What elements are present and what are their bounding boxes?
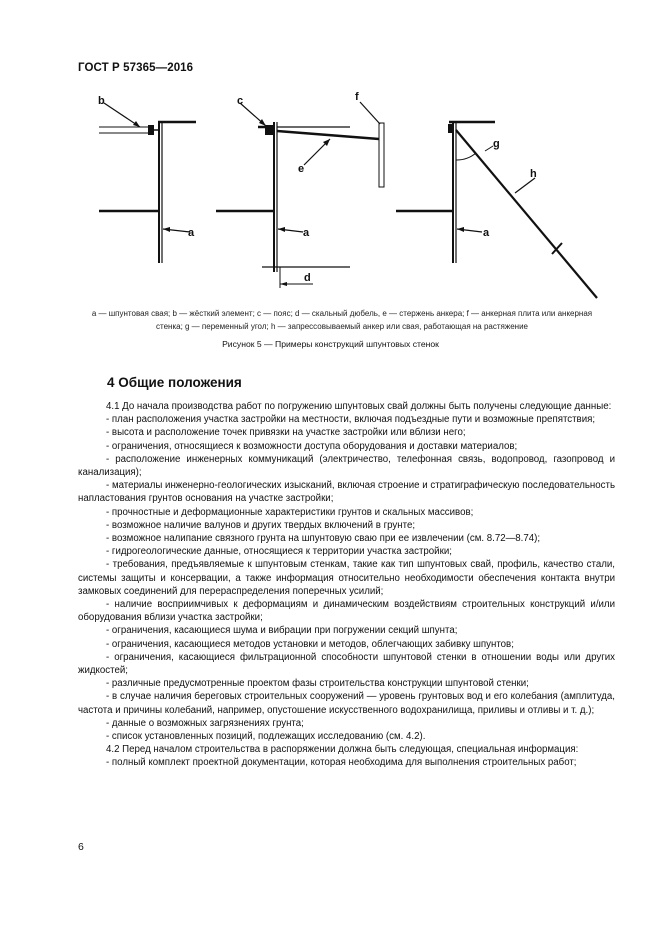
list-item: - данные о возможных загрязнениях грунта; [106, 717, 304, 729]
page-number: 6 [78, 841, 84, 853]
list-item: - материалы инженерно-геологических изысканий, включая строение и стратиграфическую последовательность напластования грунтов основания на участке застройки; [78, 480, 615, 505]
list-item: - возможное налипание связного грунта на шпунтовую сваю при ее извлечении (см. 8.72—8.74); [106, 533, 541, 545]
label-c: c [237, 95, 244, 107]
section-title: 4 Общие положения [107, 375, 242, 390]
list-item: - ограничения, относящиеся к возможности доступа оборудования и доставки материалов; [106, 440, 518, 452]
list-item: - ограничения, касающиеся шума и вибрации при погружении секций шпунта; [106, 625, 458, 637]
label-h: h [530, 168, 537, 180]
list-item: - возможное наличие валунов и других твердых включений в грунте; [106, 519, 416, 531]
label-a-3: a [483, 227, 490, 239]
paragraph: 4.2 Перед началом строительства в распоряжении должна быть следующая, специальная информация: [106, 744, 579, 756]
diagram-1 [99, 103, 196, 263]
list-item: - наличие восприимчивых к деформациям и динамическим воздействиям строительных конструкций и/или оборудования вблизи участка застройки; [78, 599, 615, 624]
list-item: - расположение инженерных коммуникаций (электричество, телефонная связь, водопровод, газопровод и канализация); [78, 453, 615, 479]
label-f: f [355, 91, 359, 103]
list-item: - гидрогеологические данные, относящиеся к территории участка застройки; [106, 546, 452, 558]
label-b: b [98, 95, 105, 107]
figure-legend: a — шпунтовая свая; b — жёсткий элемент; c — пояс; d — скальный дюбель, е — стержень анкера; f — анкерная плита или анкерная стенка; g — переменный угол; h — запрессовываемый анкер или свая, работающая на растяжение [91, 309, 593, 331]
list-item: - требования, предъявляемые к шпунтовым стенкам, такие как тип шпунтовых свай, профиль, качество стали, системы защиты и консервации, а также информация относительно необходимости обеспечения контакта внутри замковых соединений для перераспределения поперечных усилий; [78, 559, 615, 597]
diagram-2 [216, 102, 384, 288]
label-g: g [493, 138, 500, 150]
list-item: - в случае наличия береговых строительных сооружений — уровень грунтовых вод и его колебания (амплитуда, частота и причины колебаний, например, опустошение искусственного водохранилища, приливы и отливы и т. д.); [78, 691, 615, 716]
list-item: - прочностные и деформационные характеристики грунтов и скальных массивов; [106, 506, 474, 518]
label-d: d [304, 272, 311, 284]
list-item: - полный комплект проектной документации, которая необходима для выполнения строительных работ; [106, 757, 577, 769]
label-a-2: a [303, 227, 310, 239]
label-a-1: a [188, 227, 195, 239]
list-item: - ограничения, касающиеся фильтрационной способности шпунтовой стенки в отношении воды или других жидкостей; [78, 651, 615, 677]
list-item: - список установленных позиций, подлежащих исследованию (см. 4.2). [106, 731, 426, 743]
list-item: - ограничения, касающиеся методов установки и методов, облегчающих забивку шпунтов; [106, 638, 514, 650]
label-e: e [298, 163, 305, 175]
list-item: - план расположения участка застройки на местности, включая подъездные пути и возможные препятствия; [106, 414, 596, 426]
body-text [78, 400, 615, 770]
sheet-pile-wall-figure [0, 0, 661, 310]
paragraph: 4.1 До начала производства работ по погружению шпунтовых свай должны быть получены следующие данные: [106, 401, 612, 412]
list-item: - высота и расположение точек привязки на участке застройки или вблизи него; [106, 427, 466, 439]
document-header: ГОСТ Р 57365—2016 [78, 62, 194, 74]
list-item: - различные предусмотренные проектом фазы строительства конструкции шпунтовой стенки; [106, 678, 529, 690]
figure-caption: Рисунок 5 — Примеры конструкций шпунтовых стенок [222, 339, 439, 349]
